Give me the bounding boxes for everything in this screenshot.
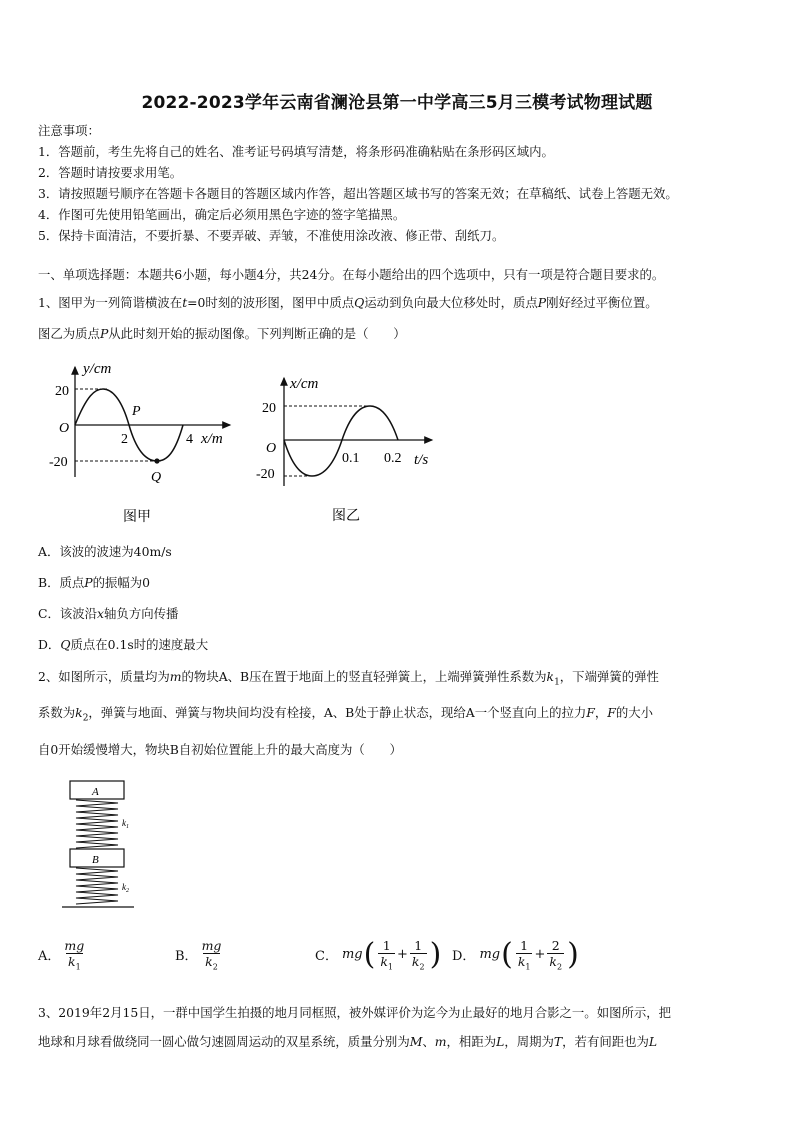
q1-option-a[interactable]: A．该波的波速为40m/s bbox=[38, 544, 172, 559]
x-tick-4: 4 bbox=[186, 432, 193, 447]
q1-stem-line2: 图乙为质点P从此时刻开始的振动图像。下列判断正确的是（ ） bbox=[38, 326, 406, 341]
q2-option-a[interactable]: A． $\frac{mg}{k_1}$ bbox=[38, 938, 85, 972]
spring-k2 bbox=[76, 868, 118, 904]
vibration-curve bbox=[284, 406, 398, 476]
q1-option-d[interactable]: D．Q质点在0.1s时的速度最大 bbox=[38, 637, 209, 652]
spring-k1-label: $k_1$ bbox=[122, 818, 129, 830]
notice-item-2: 2．答题时请按要求用笔。 bbox=[38, 165, 183, 180]
point-q-label: Q bbox=[151, 470, 162, 485]
notice-item-4: 4．作图可先使用铅笔画出，确定后必须用黑色字迹的签字笔描黑。 bbox=[38, 207, 406, 222]
q2-option-b[interactable]: B． $\frac{mg}{k_2}$ bbox=[175, 938, 222, 972]
notice-item-1: 1．答题前，考生先将自己的姓名、准考证号码填写清楚，将条形码准确粘贴在条形码区域内。 bbox=[38, 144, 554, 159]
q1-option-b[interactable]: B．质点P的振幅为0 bbox=[38, 575, 151, 590]
origin-label: O bbox=[266, 441, 277, 456]
spring-k2-label: $k_2$ bbox=[122, 882, 129, 894]
q1-option-c[interactable]: C．该波沿x轴负方向传播 bbox=[38, 606, 179, 621]
block-b-label: B bbox=[92, 854, 99, 866]
q2-option-c[interactable]: C． mg ( $\frac{1}{k_1}$ + $\frac{1}{k_2}$ ) bbox=[315, 936, 442, 972]
y-tick-neg20: -20 bbox=[256, 467, 275, 482]
y-tick-20: 20 bbox=[55, 384, 69, 399]
x-tick-2: 2 bbox=[121, 432, 128, 447]
point-q-dot bbox=[154, 458, 159, 463]
q1-stem-line1: 1、图甲为一列简谐横波在t=0时刻的波形图，图甲中质点Q运动到负向最大位移处时，质点P刚好经过平衡位置。 bbox=[38, 295, 658, 310]
y-tick-neg20: -20 bbox=[49, 455, 68, 470]
t-axis-label: t/s bbox=[414, 452, 429, 468]
section-heading: 一、单项选择题：本题共6小题，每小题4分，共24分。在每小题给出的四个选项中，只有一项是符合题目要求的。 bbox=[38, 267, 665, 282]
page-title: 2022-2023学年云南省澜沧县第一中学高三5月三模考试物理试题 bbox=[141, 93, 653, 113]
t-tick-0.1: 0.1 bbox=[342, 451, 360, 466]
spring-k1 bbox=[76, 800, 118, 848]
spring-blocks-figure bbox=[60, 776, 150, 912]
y-tick-20: 20 bbox=[262, 401, 276, 416]
x-axis-label: x/cm bbox=[290, 376, 319, 392]
notice-item-5: 5．保持卡面清洁，不要折暴、不要弄破、弄皱，不准使用涂改液、修正带、刮纸刀。 bbox=[38, 228, 505, 243]
figure-caption: 图乙 bbox=[332, 509, 360, 524]
q2-stem-line1: 2、如图所示，质量均为m的物块A、B压在置于地面上的竖直轻弹簧上，上端弹簧弹性系数为$k_1$，下端弹簧的弹性 bbox=[38, 669, 659, 688]
q2-option-d[interactable]: D． mg ( $\frac{1}{k_1}$ + $\frac{2}{k_2}$ ) bbox=[452, 936, 579, 972]
x-axis-label: x/m bbox=[201, 431, 223, 447]
wave-graph-figure bbox=[45, 355, 245, 530]
q3-stem-line2: 地球和月球看做绕同一圆心做匀速圆周运动的双星系统，质量分别为M、m，相距为L，周期为T，若有间距也为L bbox=[38, 1034, 658, 1049]
q2-stem-line2: 系数为$k_2$，弹簧与地面、弹簧与物块间均没有栓接，A、B处于静止状态，现给A一个竖直向上的拉力F，F的大小 bbox=[38, 705, 654, 724]
y-axis-label: y/cm bbox=[83, 361, 112, 377]
figure-caption: 图甲 bbox=[123, 510, 151, 525]
t-tick-0.2: 0.2 bbox=[384, 451, 402, 466]
origin-label: O bbox=[59, 421, 70, 436]
q3-stem-line1: 3、2019年2月15日，一群中国学生拍摄的地月同框照，被外媒评价为迄今为止最好的地月合影之一。如图所示，把 bbox=[38, 1005, 672, 1020]
notice-heading: 注意事项： bbox=[38, 123, 100, 138]
point-p-label: P bbox=[132, 404, 141, 419]
q2-stem-line3: 自0开始缓慢增大，物块B自初始位置能上升的最大高度为（ ） bbox=[38, 742, 402, 757]
block-a-label: A bbox=[92, 786, 99, 798]
notice-item-3: 3．请按照题号顺序在答题卡各题目的答题区域内作答，超出答题区域书写的答案无效；在草稿纸、试卷上答题无效。 bbox=[38, 186, 678, 201]
vibration-graph-figure bbox=[252, 370, 442, 530]
